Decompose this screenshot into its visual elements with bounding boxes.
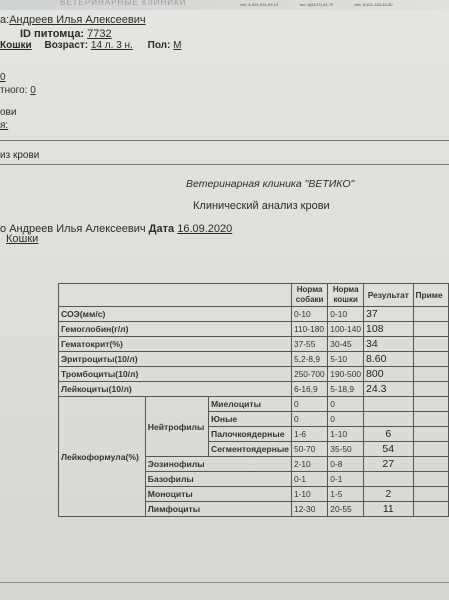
row-name: Юные	[209, 412, 292, 427]
owner-prefix: о	[0, 223, 7, 235]
row-name: Лейкоциты(10/л)	[59, 382, 292, 397]
date-label: Дата	[148, 223, 175, 235]
result-value: 24.3	[364, 382, 413, 397]
dog-norm: 0-1	[291, 472, 327, 487]
dog-norm: 1-6	[291, 427, 327, 442]
cat-norm: 0-8	[328, 457, 364, 472]
phone-1: тел. 8-921-931-99-13	[240, 2, 279, 7]
dog-norm: 1-10	[291, 487, 327, 502]
row-name: СОЭ(мм/с)	[59, 307, 292, 322]
cat-norm: 0-1	[328, 472, 364, 487]
cat-norm: 35-50	[328, 442, 364, 457]
partial-label: тного:	[0, 85, 28, 96]
neutrophils-label: Нейтрофилы	[145, 397, 208, 457]
note-cell	[413, 412, 449, 427]
row-name: Лимфоциты	[145, 502, 291, 517]
dog-norm: 6-16,9	[291, 382, 327, 397]
table-row	[59, 322, 449, 337]
dog-norm: 0-10	[291, 307, 327, 322]
table-row	[59, 352, 449, 367]
note-cell	[413, 397, 449, 412]
note-cell	[413, 367, 449, 382]
table-row	[59, 337, 449, 352]
dog-norm: 0	[291, 412, 327, 427]
result-value	[364, 412, 413, 427]
note-header: Приме	[413, 284, 449, 307]
report-title: Клинический анализ крови	[193, 200, 330, 212]
table-row	[59, 367, 449, 382]
owner-line	[0, 14, 146, 26]
cat-norm: 190-500	[328, 367, 364, 382]
species-age-line	[0, 40, 181, 51]
result-value: 27	[364, 457, 413, 472]
row-name: Моноциты	[145, 487, 291, 502]
divider-2	[0, 164, 449, 165]
row-name: Палочкоядерные	[209, 427, 292, 442]
date-value: 16.09.2020	[177, 223, 233, 235]
cat-norm: 0	[328, 397, 364, 412]
cat-norm-header: Норма кошки	[328, 284, 364, 307]
result-value: 34	[364, 337, 413, 352]
result-value: 108	[364, 322, 413, 337]
cat-norm: 5-10	[328, 352, 364, 367]
sex-value: М	[173, 40, 182, 51]
cat-norm: 5-18,9	[328, 382, 364, 397]
result-value: 2	[364, 487, 413, 502]
dog-norm-header: Норма собаки	[291, 284, 327, 307]
row-name: Эритроциты(10/л)	[59, 352, 292, 367]
report-owner: Андреев Илья Алексеевич	[9, 223, 146, 235]
section-fragment: из крови	[0, 150, 40, 161]
letterhead-phones	[240, 2, 413, 7]
note-cell	[413, 307, 449, 322]
row-name: Миелоциты	[209, 397, 292, 412]
letterhead-brand: ВЕТЕРИНАРНЫЕ КЛИНИКИ	[60, 0, 187, 7]
row-name: Сегментоядерные	[209, 442, 292, 457]
row-name: Эозинофилы	[145, 457, 291, 472]
fragment-2: я:	[0, 120, 9, 131]
phone-2: тел. 8(8137)-53-79	[299, 2, 334, 7]
cat-norm: 0	[328, 412, 364, 427]
age-value: 14 л. 3 н.	[90, 40, 133, 51]
table-header-row	[59, 284, 449, 307]
note-cell	[413, 322, 449, 337]
phone-3: тел. 8-921-183-33-60	[354, 2, 393, 7]
partial-line	[0, 85, 36, 96]
note-cell	[413, 382, 449, 397]
table-row	[59, 397, 449, 412]
cat-norm: 1-10	[328, 427, 364, 442]
result-value: 37	[364, 307, 413, 322]
result-value: 800	[364, 367, 413, 382]
dog-norm: 12-30	[291, 502, 327, 517]
owner-label: а:	[0, 14, 10, 26]
note-cell	[413, 487, 449, 502]
owner-name: Андреев Илья Алексеевич	[9, 14, 146, 26]
age-label: Возраст:	[44, 40, 89, 51]
dog-norm: 110-180	[291, 322, 327, 337]
cat-norm: 30-45	[328, 337, 364, 352]
fragment-1: ови	[0, 107, 17, 118]
row-name: Гематокрит(%)	[59, 337, 292, 352]
zero-value-2: 0	[30, 85, 36, 96]
note-cell	[413, 457, 449, 472]
blood-results-table	[58, 283, 449, 517]
table-row	[59, 382, 449, 397]
bottom-divider	[0, 582, 449, 583]
note-cell	[413, 427, 449, 442]
result-value: 6	[364, 427, 413, 442]
clinic-name: Ветеринарная клиника "ВЕТИКО"	[186, 178, 355, 190]
note-cell	[413, 352, 449, 367]
cat-norm: 1-5	[328, 487, 364, 502]
result-value: 54	[364, 442, 413, 457]
cat-norm: 100-140	[328, 322, 364, 337]
dog-norm: 250-700	[291, 367, 327, 382]
zero-value-1: 0	[0, 72, 6, 83]
note-cell	[413, 472, 449, 487]
dog-norm: 5,2-8,9	[291, 352, 327, 367]
dog-norm: 0	[291, 397, 327, 412]
pet-id-label: ID питомца:	[20, 28, 85, 40]
result-value	[364, 472, 413, 487]
divider-1	[0, 140, 449, 141]
table-row	[59, 307, 449, 322]
cat-norm: 0-10	[328, 307, 364, 322]
dog-norm: 2-10	[291, 457, 327, 472]
pet-id-line	[20, 28, 112, 40]
result-header: Результат	[364, 284, 413, 307]
pet-id-value: 7732	[87, 28, 112, 40]
cat-norm: 20-55	[328, 502, 364, 517]
species-value: Кошки	[0, 40, 32, 51]
row-name: Гемоглобин(г/л)	[59, 322, 292, 337]
note-cell	[413, 337, 449, 352]
note-cell	[413, 502, 449, 517]
result-value: 11	[364, 502, 413, 517]
sex-label: Пол:	[147, 40, 171, 51]
dog-norm: 50-70	[291, 442, 327, 457]
dog-norm: 37-55	[291, 337, 327, 352]
row-name: Тромбоциты(10/л)	[59, 367, 292, 382]
result-value	[364, 397, 413, 412]
note-cell	[413, 442, 449, 457]
row-name: Базофилы	[145, 472, 291, 487]
report-species: Кошки	[6, 233, 39, 245]
result-value: 8.60	[364, 352, 413, 367]
leukoformula-label: Лейкоформула(%)	[59, 397, 146, 517]
